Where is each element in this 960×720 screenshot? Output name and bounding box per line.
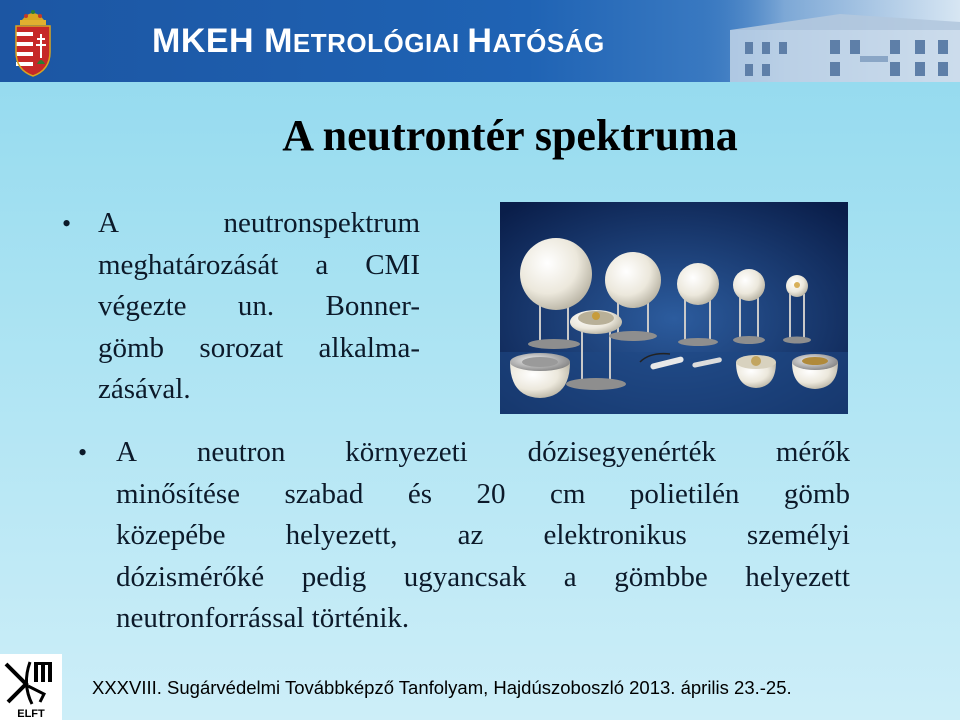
elft-logo [0,654,62,720]
coat-of-arms-icon [10,4,56,78]
bullet-1-line-5: zásával. [98,373,191,405]
bullet-2-line-4: dózismérőké pedig ugyancsak a gömbbe helyezett [116,560,850,593]
bullet-dot: • [78,438,88,467]
bullet-dot: • [62,209,72,238]
bullet-1-line-3: végezte un. Bonner- [98,290,420,322]
bullet-2-line-2: minősítése szabad és 20 cm polietilén gömb [116,477,850,510]
bullet-1-text [98,203,420,411]
bonner-spheres-photo [500,202,848,414]
header-band [0,0,960,82]
bullet-2 [78,432,850,640]
slide-title: A neutrontér spektruma [282,111,738,160]
bullet-2-line-1: A neutron környezeti dózisegyenérték mérők [116,436,850,468]
bullet-2-text [116,432,850,640]
bullet-1-line-4: gömb sorozat alkalma- [98,331,420,364]
bullet-1-line-2: meghatározását a CMI [98,248,420,281]
building-photo [690,0,960,82]
bullet-2-line-5: neutronforrással történik. [116,602,410,634]
bullet-2-line-3: közepébe helyezett, az elektronikus személyi [116,519,850,551]
elft-logo-label: ELFT [17,708,45,720]
elft-logo-icon [0,654,62,720]
bullet-1 [62,203,420,411]
organization-name: MKEH METROLÓGIAI HATÓSÁG [152,22,605,60]
footer-text: XXXVIII. Sugárvédelmi Továbbképző Tanfolyam, Hajdúszoboszló 2013. április 23.-25. [92,677,792,698]
bullet-1-line-1: A neutronspektrum [98,207,420,239]
